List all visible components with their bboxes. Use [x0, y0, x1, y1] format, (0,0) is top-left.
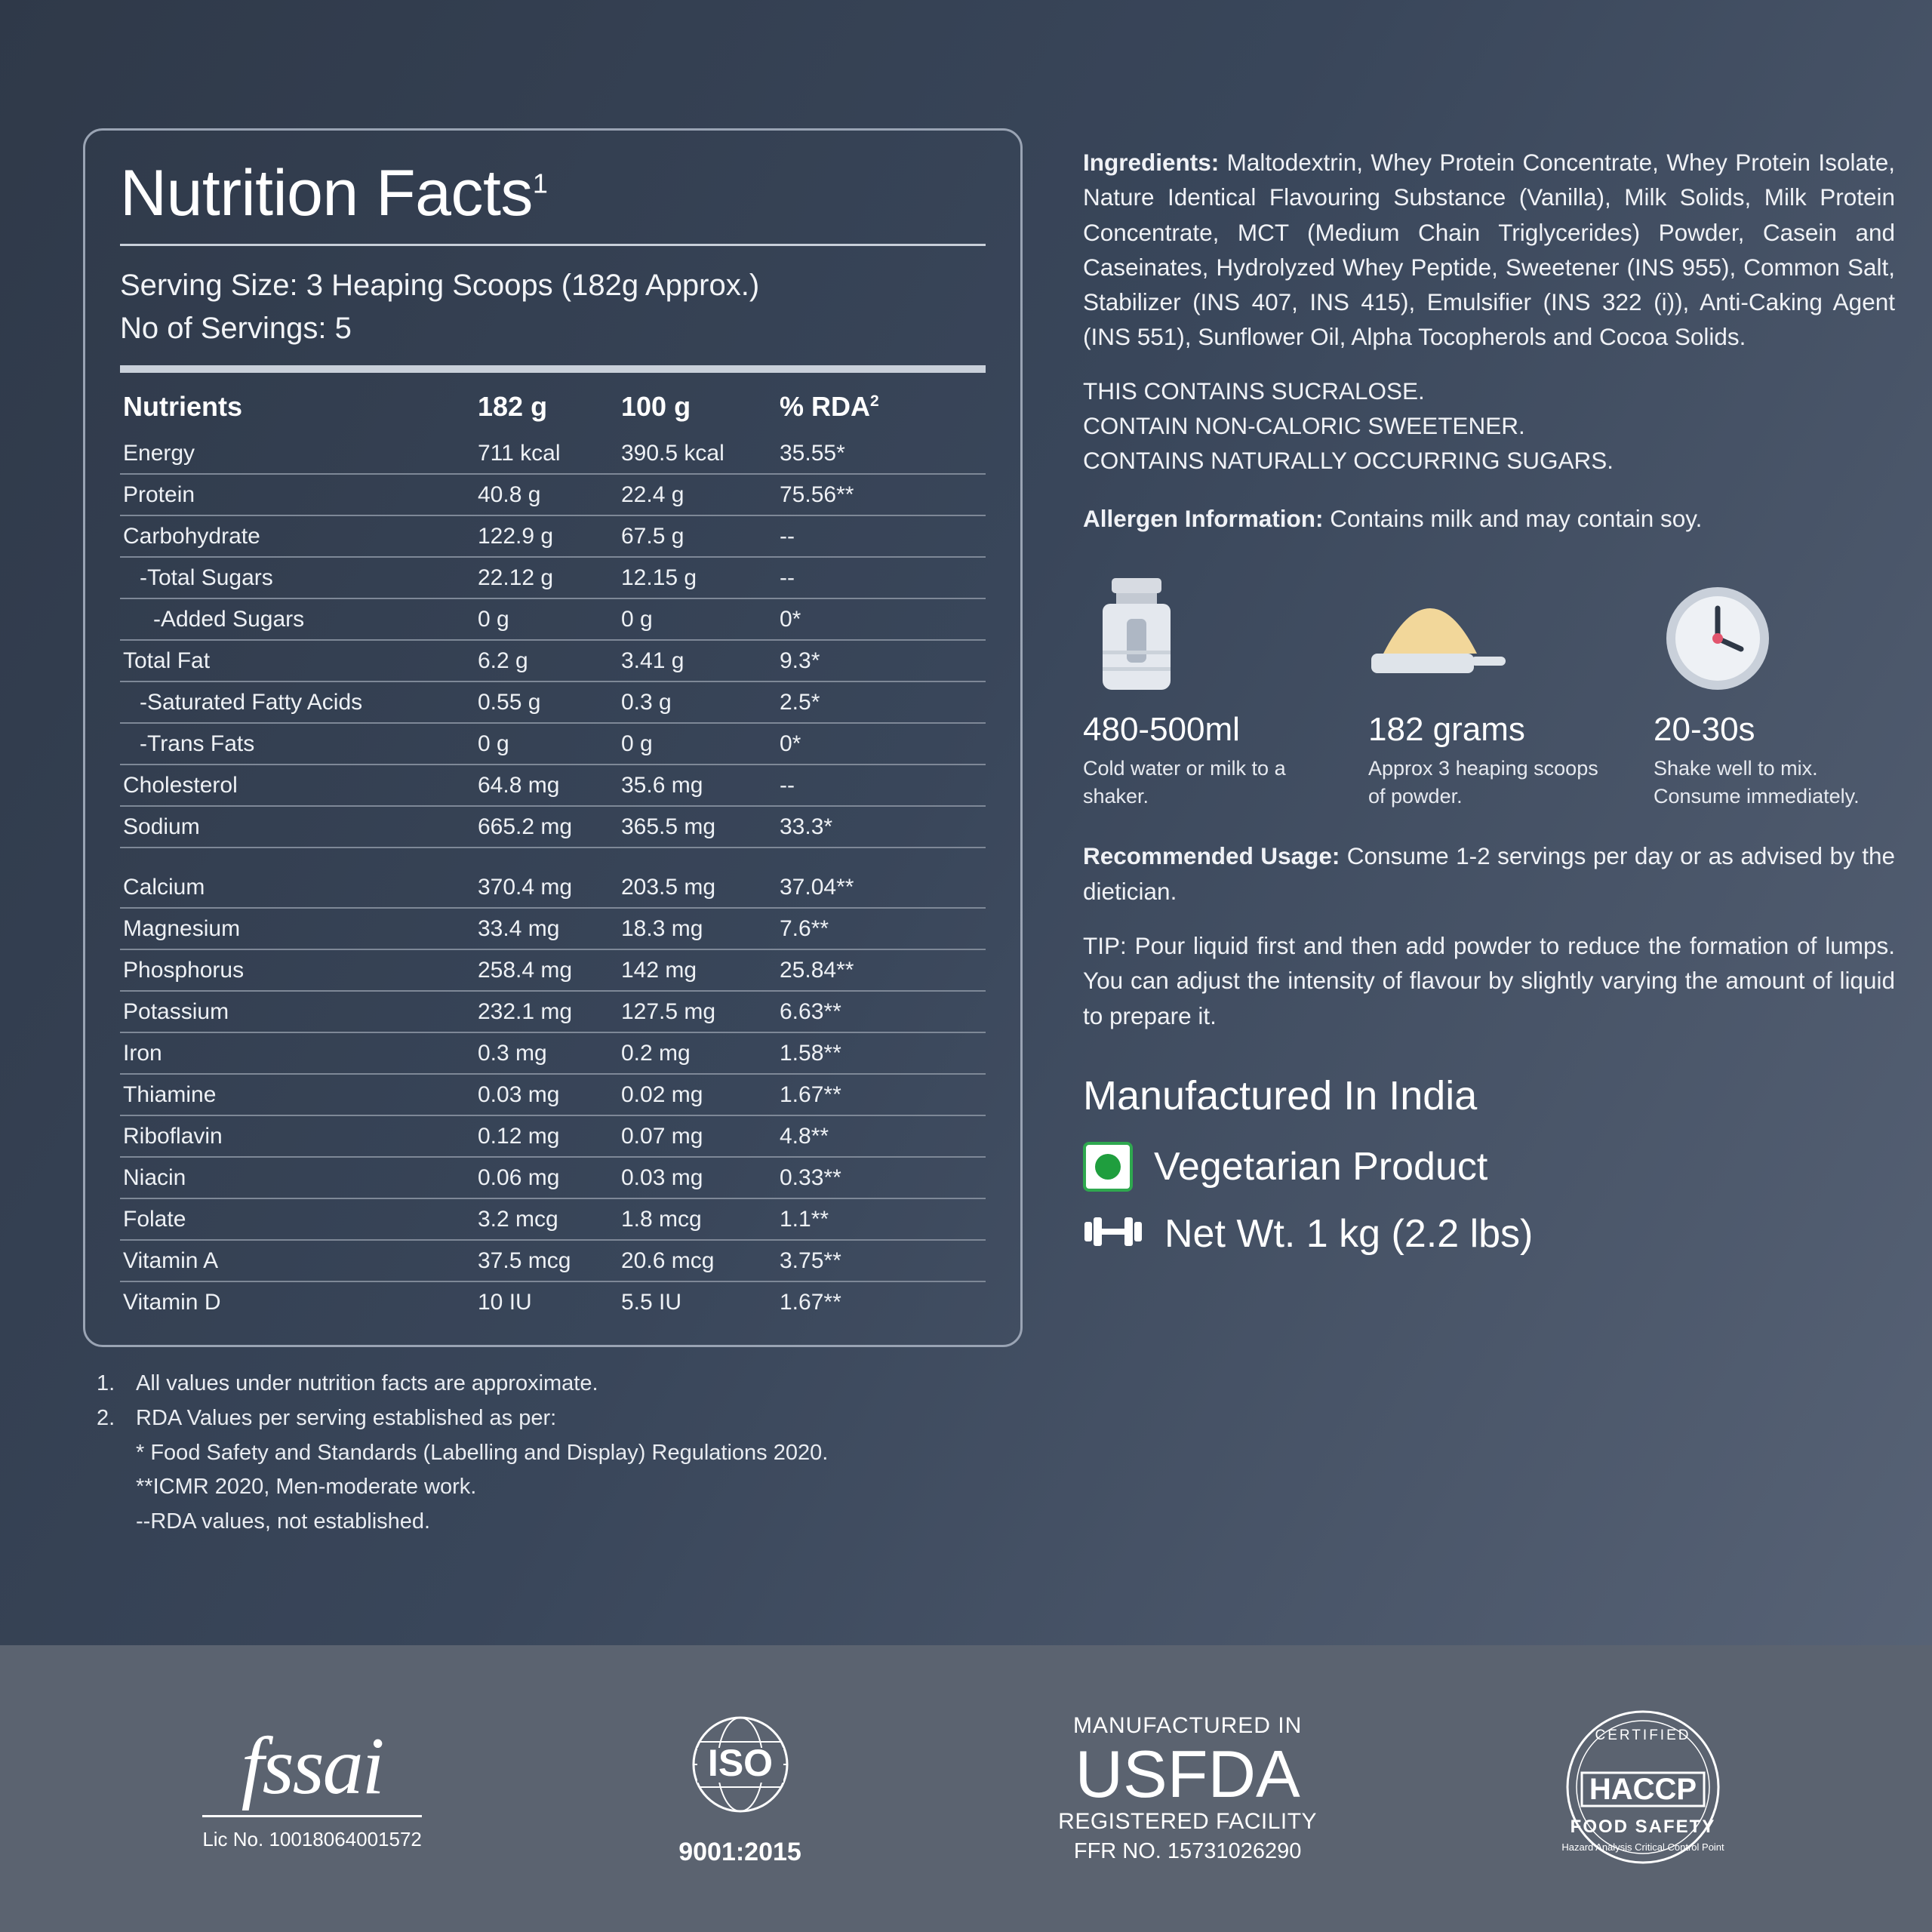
footnote-2-text: RDA Values per serving established as per: [136, 1405, 557, 1430]
svg-text:ISO: ISO [707, 1742, 773, 1784]
nutrition-table-body-macros [120, 433, 986, 867]
row-value-182g: 64.8 mg [475, 764, 618, 806]
row-value-rda: 25.84** [777, 949, 986, 991]
svg-text:CERTIFIED: CERTIFIED [1595, 1727, 1691, 1743]
table-row [120, 867, 986, 908]
table-row [120, 433, 986, 474]
row-label: -Added Sugars [120, 598, 475, 640]
row-value-182g: 0.12 mg [475, 1115, 618, 1157]
table-row [120, 806, 986, 848]
footnote-1-number: 1. [97, 1371, 115, 1395]
row-value-182g: 258.4 mg [475, 949, 618, 991]
row-label: Niacin [120, 1157, 475, 1198]
usage-step-powder [1368, 569, 1610, 810]
row-value-rda: 1.67** [777, 1074, 986, 1115]
table-row [120, 949, 986, 991]
row-label: Vitamin A [120, 1240, 475, 1281]
table-row [120, 764, 986, 806]
usfda-registered-facility: REGISTERED FACILITY [1058, 1809, 1318, 1835]
row-label: Total Fat [120, 640, 475, 681]
allergen-block [1083, 501, 1895, 536]
row-label: Potassium [120, 991, 475, 1032]
row-value-182g: 22.12 g [475, 557, 618, 598]
row-value-100g: 1.8 mcg [618, 1198, 777, 1240]
svg-text:FOOD SAFETY: FOOD SAFETY [1570, 1816, 1716, 1837]
row-value-rda: 37.04** [777, 867, 986, 908]
manufactured-in-india: Manufactured In India [1083, 1072, 1478, 1118]
usfda-ffr-number: FFR NO. 15731026290 [1073, 1839, 1302, 1864]
svg-text:Hazard Analysis Critical Contr: Hazard Analysis Critical Control Point [1561, 1841, 1724, 1853]
row-value-182g: 122.9 g [475, 515, 618, 557]
row-value-100g: 35.6 mg [618, 764, 777, 806]
non-caloric-sweetener-statement: CONTAIN NON-CALORIC SWEETENER. [1083, 411, 1525, 439]
footnote-2 [97, 1401, 1023, 1436]
row-label: Folate [120, 1198, 475, 1240]
haccp-certification [1556, 1700, 1730, 1878]
table-row [120, 474, 986, 515]
row-value-100g: 0.3 g [618, 681, 777, 723]
row-value-100g: 22.4 g [618, 474, 777, 515]
row-label: Calcium [120, 867, 475, 908]
table-header-row [120, 383, 986, 433]
table-row [120, 1198, 986, 1240]
row-value-100g: 18.3 mg [618, 908, 777, 949]
nutrition-table [120, 383, 986, 1322]
row-label: Phosphorus [120, 949, 475, 991]
table-row [120, 557, 986, 598]
row-value-rda: 1.1** [777, 1198, 986, 1240]
fssai-certification [202, 1721, 422, 1851]
table-row [120, 1240, 986, 1281]
usage-water-desc: Cold water or milk to a shaker. [1083, 757, 1286, 808]
info-column [1083, 128, 1895, 1645]
row-value-182g: 37.5 mcg [475, 1240, 618, 1281]
usage-instructions-row [1083, 569, 1895, 810]
row-label: Magnesium [120, 908, 475, 949]
weight-dumbbell-icon [1083, 1214, 1143, 1253]
row-label: -Saturated Fatty Acids [120, 681, 475, 723]
row-value-rda: 9.3* [777, 640, 986, 681]
allergen-text: Contains milk and may contain soy. [1323, 504, 1703, 532]
table-top-divider [120, 365, 986, 373]
ingredients-label: Ingredients: [1083, 149, 1220, 176]
table-row [120, 1115, 986, 1157]
usage-powder-amount: 182 grams [1368, 711, 1525, 749]
row-value-182g: 33.4 mg [475, 908, 618, 949]
tip-block: TIP: Pour liquid first and then add powder to reduce the formation of lumps. You can adjust the intensity of flavour by slightly varying the amount of liquid to prepare it. [1083, 932, 1895, 1029]
row-label: Vitamin D [123, 1289, 221, 1315]
iso-standard-number: 9001:2015 [678, 1838, 801, 1866]
usage-time-desc: Shake well to mix. Consume immediately. [1654, 757, 1860, 808]
col-header-100g: 100 g [621, 390, 691, 422]
row-value-100g: 0.07 mg [618, 1115, 777, 1157]
row-value-182g: 370.4 mg [475, 867, 618, 908]
row-value-rda: 1.58** [777, 1032, 986, 1074]
row-value-100g: 20.6 mcg [618, 1240, 777, 1281]
title-divider [120, 244, 986, 246]
page-title [120, 159, 986, 238]
row-value-rda: 0* [777, 723, 986, 764]
row-value-182g: 0.06 mg [475, 1157, 618, 1198]
svg-text:HACCP: HACCP [1589, 1772, 1697, 1806]
table-row [120, 515, 986, 557]
row-label: Sodium [120, 806, 475, 848]
row-value-rda: 33.3* [777, 806, 986, 848]
row-value-rda: 2.5* [777, 681, 986, 723]
nutrition-table-body-micros [120, 867, 986, 1322]
certification-bar [0, 1645, 1932, 1932]
table-row [120, 640, 986, 681]
row-value-100g: 203.5 mg [618, 867, 777, 908]
row-value-rda: 35.55* [777, 433, 986, 474]
col-header-rda: % RDA$^2$ [780, 390, 879, 422]
row-value-100g: 0.02 mg [618, 1074, 777, 1115]
nutrition-column [83, 128, 1023, 1645]
table-section-gap [120, 848, 986, 867]
title-footnote-marker: 1 [532, 168, 548, 199]
allergen-label: Allergen Information: [1083, 504, 1324, 532]
row-label: Energy [120, 433, 475, 474]
row-value-rda: -- [777, 764, 986, 806]
row-value-182g: 0.03 mg [475, 1074, 618, 1115]
fssai-underline [202, 1815, 422, 1817]
row-value-rda: 0.33** [777, 1157, 986, 1198]
servings-count-line: No of Servings: 5 [120, 312, 352, 346]
row-value-100g: 0 g [618, 598, 777, 640]
usfda-logo-text: USFDA [1075, 1736, 1300, 1811]
row-value-100g: 0.03 mg [618, 1157, 777, 1198]
table-row [120, 991, 986, 1032]
natural-sugars-statement: CONTAINS NATURALLY OCCURRING SUGARS. [1083, 446, 1614, 474]
col-header-182g: 182 g [478, 390, 548, 422]
row-label: Protein [120, 474, 475, 515]
footnote-2b: **ICMR 2020, Men-moderate work. [136, 1475, 477, 1500]
row-value-182g: 0 g [475, 723, 618, 764]
recommended-usage-label: Recommended Usage: [1083, 842, 1340, 870]
row-value-182g: 40.8 g [475, 474, 618, 515]
row-value-182g: 711 kcal [475, 433, 618, 474]
row-label: Cholesterol [120, 764, 475, 806]
usage-time-amount: 20-30s [1654, 711, 1755, 749]
row-value-rda: -- [777, 557, 986, 598]
table-row [120, 908, 986, 949]
row-value-182g: 232.1 mg [475, 991, 618, 1032]
usfda-certification [1058, 1713, 1317, 1864]
row-value-rda: 7.6** [777, 908, 986, 949]
net-weight-label: Net Wt. 1 kg (2.2 lbs) [1164, 1211, 1534, 1256]
row-value-100g: 142 mg [618, 949, 777, 991]
row-value-rda: 6.63** [777, 991, 986, 1032]
row-value-100g: 365.5 mg [618, 806, 777, 848]
table-row [120, 1281, 986, 1322]
row-label: Thiamine [120, 1074, 475, 1115]
sweetener-statements [1083, 374, 1895, 478]
row-value-100g: 127.5 mg [618, 991, 777, 1032]
row-value-182g: 10 IU [478, 1289, 532, 1315]
table-row [120, 1032, 986, 1074]
footnotes [83, 1367, 1023, 1540]
row-value-100g: 67.5 g [618, 515, 777, 557]
footnote-2c: --RDA values, not established. [136, 1509, 431, 1534]
haccp-seal-icon [1556, 1700, 1730, 1874]
net-weight-row [1083, 1211, 1895, 1257]
fssai-license-number: Lic No. 10018064001572 [202, 1828, 422, 1850]
row-value-182g: 0 g [475, 598, 618, 640]
serving-size-line: Serving Size: 3 Heaping Scoops (182g Approx.) [120, 269, 760, 303]
vegetarian-mark-icon [1083, 1142, 1133, 1192]
row-label: Carbohydrate [120, 515, 475, 557]
nutrition-table-head [120, 383, 986, 433]
col-header-nutrients: Nutrients [123, 390, 243, 422]
recommended-usage-text: Consume 1-2 servings per day or as advised by the dietician. [1083, 842, 1895, 905]
row-value-100g: 0 g [618, 723, 777, 764]
table-row [120, 723, 986, 764]
row-value-100g: 12.15 g [618, 557, 777, 598]
row-value-rda: -- [777, 515, 986, 557]
recommended-usage-block [1083, 838, 1895, 909]
iso-globe-icon [661, 1710, 820, 1823]
row-label: -Total Sugars [120, 557, 475, 598]
row-value-182g: 665.2 mg [475, 806, 618, 848]
nutrition-facts-panel [83, 128, 1023, 1347]
row-value-rda: 75.56** [777, 474, 986, 515]
row-value-100g: 0.2 mg [618, 1032, 777, 1074]
footnote-2a: * Food Safety and Standards (Labelling and Display) Regulations 2020. [136, 1440, 829, 1465]
row-value-rda: 1.67** [780, 1289, 841, 1315]
sucralose-statement: THIS CONTAINS SUCRALOSE. [1083, 377, 1425, 405]
row-value-182g: 0.3 mg [475, 1032, 618, 1074]
row-value-100g: 5.5 IU [621, 1289, 682, 1315]
footnote-1 [97, 1367, 1023, 1401]
vegetarian-row [1083, 1142, 1895, 1192]
row-value-rda: 3.75** [777, 1240, 986, 1281]
vegetarian-label: Vegetarian Product [1154, 1144, 1488, 1189]
row-value-182g: 0.55 g [475, 681, 618, 723]
row-value-100g: 3.41 g [618, 640, 777, 681]
usfda-top-label: MANUFACTURED IN [1072, 1712, 1303, 1738]
row-label: Riboflavin [120, 1115, 475, 1157]
iso-certification [661, 1710, 820, 1867]
usage-powder-desc: Approx 3 heaping scoops of powder. [1368, 757, 1598, 808]
scoop-icon [1368, 569, 1610, 697]
row-label: -Trans Fats [120, 723, 475, 764]
row-value-rda: 0* [777, 598, 986, 640]
ingredients-text: Maltodextrin, Whey Protein Concentrate, Whey Protein Isolate, Nature Identical Flavouring Substance (Vanilla), Milk Solids, Milk Protein Concentrate, MCT (Medium Chain Triglycerides) Powder, Casein and Caseinates, Hydrolyzed Whey Peptide, Sweetener (INS 955), Common Salt, Stabilizer (INS 407, INS 415), Emulsifier (INS 322 (i)), Anti-Caking Agent (INS 551), Sunflower Oil, Alpha Tocopherols and Cocoa Solids. [1083, 149, 1895, 351]
nutrition-facts-title-text: Nutrition Facts [120, 157, 533, 229]
usage-water-amount: 480-500ml [1083, 711, 1240, 749]
row-value-100g: 390.5 kcal [618, 433, 777, 474]
row-value-182g: 3.2 mcg [475, 1198, 618, 1240]
ingredients-block [1083, 145, 1895, 355]
usage-step-water [1083, 569, 1324, 810]
row-value-182g: 6.2 g [475, 640, 618, 681]
fssai-logo-text: fssai [241, 1721, 383, 1811]
table-row [120, 1074, 986, 1115]
table-row [120, 1157, 986, 1198]
table-row [120, 681, 986, 723]
clock-icon [1654, 569, 1895, 697]
table-row [120, 598, 986, 640]
usage-step-time [1654, 569, 1895, 810]
row-value-rda: 4.8** [777, 1115, 986, 1157]
shaker-bottle-icon [1083, 569, 1324, 697]
footnote-1-text: All values under nutrition facts are approximate. [136, 1371, 598, 1395]
footnote-2-number: 2. [97, 1405, 115, 1430]
row-label: Iron [120, 1032, 475, 1074]
